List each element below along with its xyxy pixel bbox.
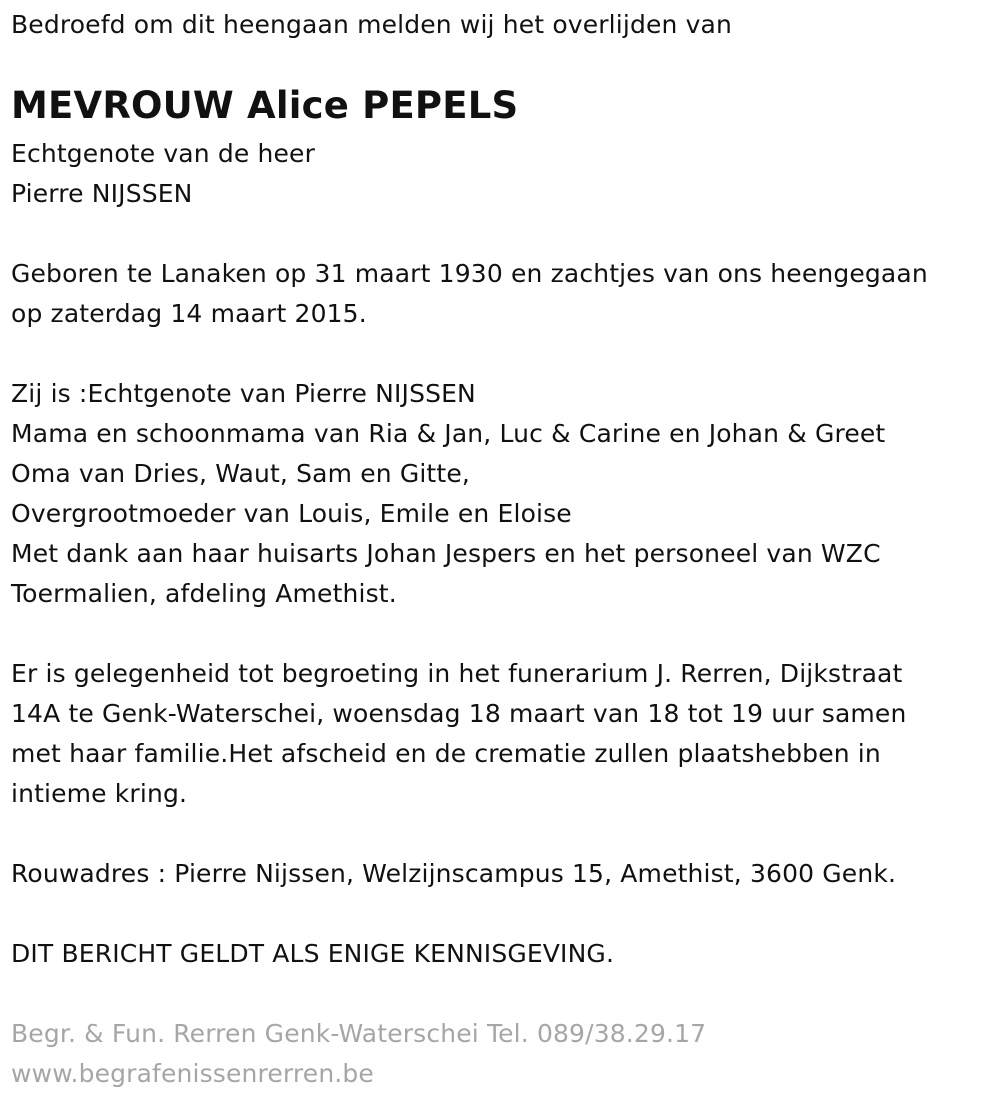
mourning-address (11, 854, 896, 894)
spouse-line: Pierre NIJSSEN (11, 179, 193, 208)
footer-contact: Begr. & Fun. Rerren Genk-Waterschei Tel. 089/38.29.17 (11, 1019, 707, 1048)
family-section (11, 374, 885, 614)
visitation-section (11, 654, 906, 814)
intro-text: Bedroefd om dit heengaan melden wij het overlijden van (11, 10, 733, 39)
notice-statement (11, 934, 614, 974)
footer-website: www.begrafenissenrerren.be (11, 1059, 374, 1088)
family-line: Toermalien, afdeling Amethist. (11, 579, 397, 608)
address-line: Rouwadres : Pierre Nijssen, Welzijnscampus 15, Amethist, 3600 Genk. (11, 859, 897, 888)
spouse-section (11, 134, 315, 214)
spouse-line: Echtgenote van de heer (11, 139, 315, 168)
visitation-line: 14A te Genk-Waterschei, woensdag 18 maart van 18 tot 19 uur samen (11, 699, 907, 728)
family-line: Oma van Dries, Waut, Sam en Gitte, (11, 459, 470, 488)
notice-line: DIT BERICHT GELDT ALS ENIGE KENNISGEVING. (11, 939, 615, 968)
visitation-line: Er is gelegenheid tot begroeting in het funerarium J. Rerren, Dijkstraat (11, 659, 903, 688)
family-line: Mama en schoonmama van Ria & Jan, Luc & Carine en Johan & Greet (11, 419, 886, 448)
funeral-home-footer (11, 1014, 706, 1094)
visitation-line: intieme kring. (11, 779, 188, 808)
birth-line: Geboren te Lanaken op 31 maart 1930 en zachtjes van ons heengegaan (11, 259, 928, 288)
birth-line: op zaterdag 14 maart 2015. (11, 299, 367, 328)
family-line: Met dank aan haar huisarts Johan Jespers en het personeel van WZC (11, 539, 881, 568)
family-line: Zij is :Echtgenote van Pierre NIJSSEN (11, 379, 476, 408)
birth-section (11, 254, 928, 334)
family-line: Overgrootmoeder van Louis, Emile en Eloise (11, 499, 572, 528)
visitation-line: met haar familie.Het afscheid en de crematie zullen plaatshebben in (11, 739, 881, 768)
deceased-name: MEVROUW Alice PEPELS (11, 84, 519, 127)
